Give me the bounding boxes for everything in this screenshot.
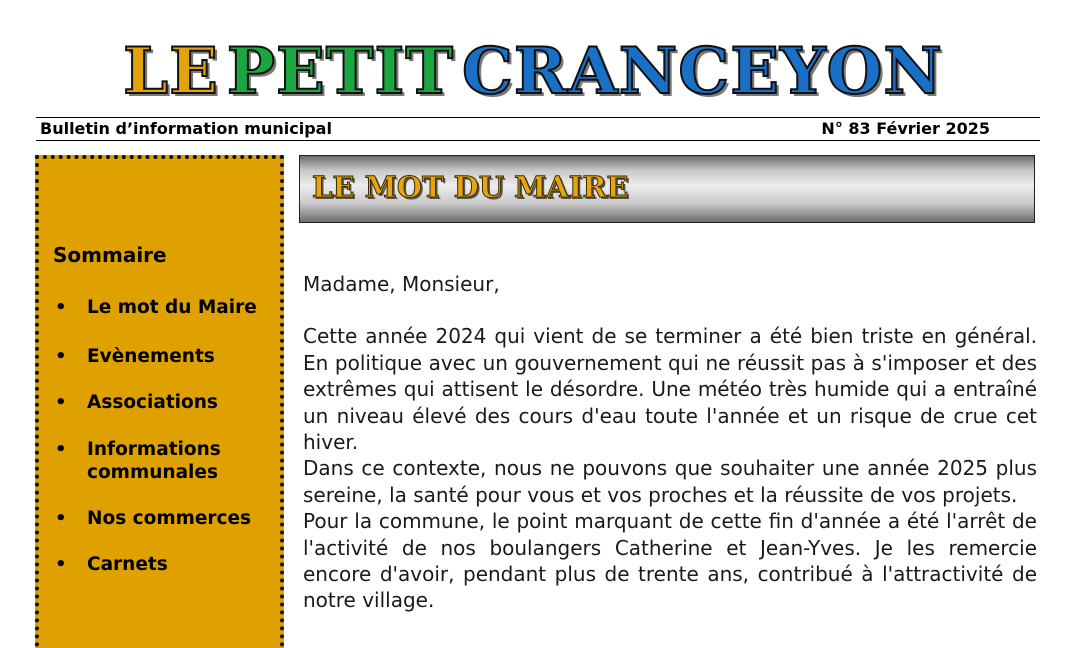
masthead-word-petit: PETIT bbox=[226, 34, 454, 109]
sommaire-title: Sommaire bbox=[53, 243, 167, 267]
toc-item-carnets[interactable]: • Carnets bbox=[87, 553, 277, 576]
toc-item-informations-communales[interactable]: • Informations communales bbox=[87, 438, 277, 484]
header-rule-bottom bbox=[36, 140, 1040, 141]
section-title: LE MOT DU MAIRE bbox=[312, 170, 629, 204]
toc-item-evenements[interactable]: • Evènements bbox=[87, 345, 277, 368]
toc-item-associations[interactable]: • Associations bbox=[87, 391, 277, 414]
section-header-band bbox=[299, 155, 1035, 223]
masthead-title bbox=[0, 34, 1066, 110]
letter-paragraph-1: Cette année 2024 qui vient de se terminer a été bien triste en général. En politique avec un gouvernement qui ne réussit pas à s'imposer et des extrêmes qui attisent le désordre. Une météo très humide qui a entraîné un niveau élevé des cours d'eau toute l'année et un risque de crue cet hiver. bbox=[303, 324, 1037, 455]
masthead-word-cranceyon: CRANCEYON bbox=[461, 34, 943, 109]
letter-greeting: Madame, Monsieur, bbox=[303, 272, 500, 296]
issue-number: N° 83 Février 2025 bbox=[821, 119, 990, 138]
letter-paragraph-3: Pour la commune, le point marquant de cette fin d'année a été l'arrêt de l'activité de nos boulangers Catherine et Jean-Yves. Je les remercie encore d'avoir, pendant plus de trente ans, contribué à l'attractivité de notre village. bbox=[303, 509, 1037, 613]
mayor-letter bbox=[303, 271, 1037, 614]
bulletin-label: Bulletin d’information municipal bbox=[40, 119, 332, 138]
toc-item-nos-commerces[interactable]: • Nos commerces bbox=[87, 507, 277, 530]
masthead-word-le: LE bbox=[123, 34, 219, 109]
letter-paragraph-2: Dans ce contexte, nous ne pouvons que souhaiter une année 2025 plus sereine, la santé pour vous et vos proches et la réussite de vos projets. bbox=[303, 456, 1037, 507]
header-rule-top bbox=[36, 117, 1040, 118]
sommaire-sidebar bbox=[35, 155, 284, 648]
toc-item-le-mot-du-maire[interactable]: • Le mot du Maire bbox=[87, 296, 277, 319]
